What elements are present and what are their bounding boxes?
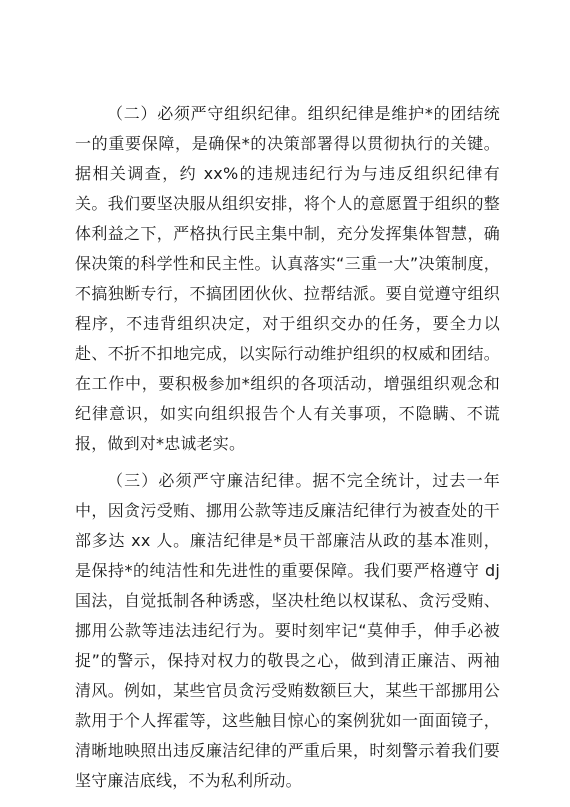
paragraph-integrity-discipline: （三）必须严守廉洁纪律。据不完全统计，过去一年中，因贪污受贿、挪用公款等违反廉洁纪律行为被查处的干部多达 xx 人。廉洁纪律是*员干部廉洁从政的基本准则，是保持*的纯洁性和先进性的重要保障。我们要严格遵守 dj 国法，自觉抵制各种诱惑，坚决杜绝以权谋私、贪污受贿、挪用公款等违法违纪行为。要时刻牢记“莫伸手，伸手必被捉”的警示，保持对权力的敬畏之心，做到清正廉洁、两袖清风。例如，某些官员贪污受贿数额巨大，某些干部挪用公款用于个人挥霍等，这些触目惊心的案例犹如一面面镜子，清晰地映照出违反廉洁纪律的严重后果，时刻警示着我们要坚守廉洁底线，不为私利所动。 <box>75 471 500 790</box>
paragraph-organizational-discipline: （二）必须严守组织纪律。组织纪律是维护*的团结统一的重要保障，是确保*的决策部署得以贯彻执行的关键。据相关调查，约 xx%的违规违纪行为与违反组织纪律有关。我们要坚决服从组织安排，将个人的意愿置于组织的整体利益之下，严格执行民主集中制，充分发挥集体智慧，确保决策的科学性和民主性。认真落实“三重一大”决策制度，不搞独断专行，不搞团团伙伙、拉帮结派。要自觉遵守组织程序，不违背组织决定，对于组织交办的任务，要全力以赴、不折不扣地完成，以实际行动维护组织的权威和团结。在工作中，要积极参加*组织的各项活动，增强组织观念和纪律意识，如实向组织报告个人有关事项，不隐瞒、不谎报，做到对*忠诚老实。 <box>75 104 500 453</box>
document-body <box>75 99 500 803</box>
